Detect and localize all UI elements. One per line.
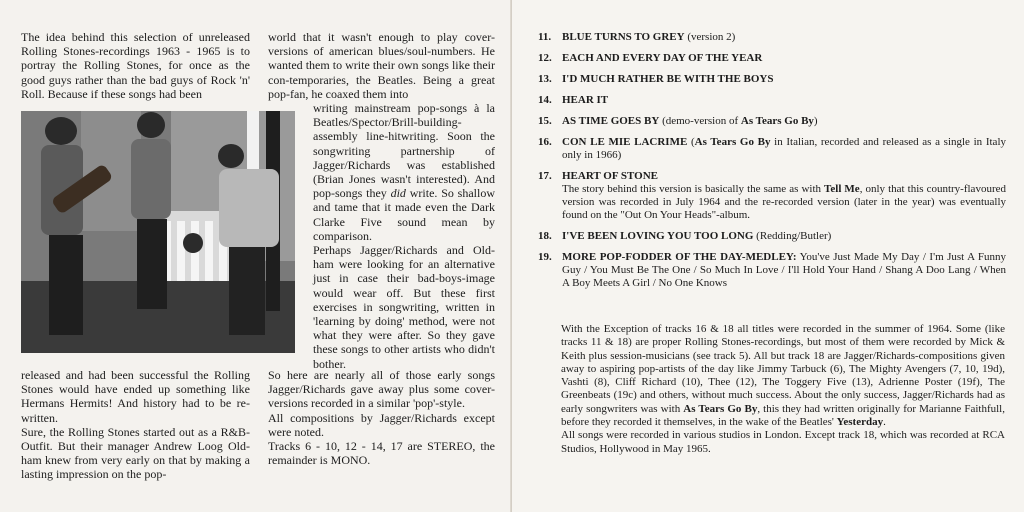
track-note: ( [687,136,695,148]
left-column-top [21,30,250,101]
track-item [538,136,1006,162]
track-title: CON LE MIE LACRIME [562,136,688,148]
track-item [538,115,1006,128]
track-note-end: ) [813,115,818,127]
track-list [538,31,1006,298]
track-item [538,170,1006,222]
stereo-paragraph: Tracks 6 - 10, 12 - 14, 17 are STEREO, the remainder is MONO. [268,439,495,468]
track-number: 14. [538,94,552,106]
notes-song-ref-2: Yesterday [836,416,884,429]
notes-text-end: . [883,416,886,429]
track-title: I'D MUCH RATHER BE WITH THE BOYS [562,73,774,85]
track-item [538,251,1006,290]
did-emphasis: did [390,186,406,201]
left-column-bottom [21,368,250,482]
songwriting-column [313,101,495,371]
track-title: I'VE BEEN LOVING YOU TOO LONG [562,230,754,242]
track-item [538,31,1006,44]
notes-song-ref: As Tears Go By [683,402,758,415]
track-song-ref: As Tears Go By [694,136,771,148]
songwriting-text-tail: write. So shallow and tame that it made even the Dark Clarke Five sound mean by comparison. [313,186,495,243]
track-title: HEAR IT [562,94,609,106]
giveaway-paragraph: So here are nearly all of those early songs Jagger/Richards gave away plus some cover-versions recorded in a similar 'pop'-style. [268,368,495,411]
intro-paragraph: The idea behind this selection of unreleased Rolling Stones-recordings 1963 - 1965 is to portray the Rolling Stones, for once as the good guys rather than the bad guys of Rock 'n' Roll. Because if these songs had been [21,30,250,101]
track-number: 16. [538,136,552,148]
band-photo [21,111,295,353]
track-story-tail: , only that this country-flavoured version was recorded in July 1964 and the re-recorded version (later in the year) was eventually found on the "Out On Your Heads"-album. [562,183,1006,221]
track-number: 13. [538,73,552,85]
notes-text-2: , this they had written originally for Marianne Faithfull, before they recorded it themselves, in the wake of the Beatles' [561,402,1005,429]
track-title: HEART OF STONE [562,170,658,182]
rnb-paragraph: Sure, the Rolling Stones started out as a R&B-Outfit. But their manager Andrew Loog Old-ham knew from very early on that by making a lasting impression on the pop- [21,424,250,482]
track-item [538,94,1006,107]
track-note-end: in Italian, recorded and released as a single in Italy only in 1966) [562,136,1007,161]
track-item [538,73,1006,86]
track-song-ref: As Tears Go By [740,115,814,127]
compositions-paragraph: All compositions by Jagger/Richards except were noted. [268,410,495,439]
track-title: MORE POP-FODDER OF THE DAY-MEDLEY: [562,251,797,263]
songwriting-paragraph [313,101,495,243]
track-number: 15. [538,115,552,127]
songwriting-text: writing mainstream pop-songs à la Beatles/Spector/Brill-building-assembly line-hitwriting. Soon the songwriting partnership of Jagger/Richards was established (Brian Jones wasn't interested). And pop-songs they [313,101,495,201]
track-number: 19. [538,251,552,263]
track-note: You've Just Made My Day / I'm Just A Funny Guy / You Must Be The One / So Much In Love / I'll Hold Your Hand / Shang A Doo Lang / When A Boy Meets A Girl / No One Knows [562,251,1006,289]
track-story-ref: Tell Me [824,183,860,195]
history-paragraph: released and had been successful the Rolling Stones would have ended up something like Hermans Hermits! And history had to be re-written. [21,368,250,425]
track-number: 12. [538,52,552,64]
track-item [538,52,1006,65]
track-note: (version 2) [684,31,736,43]
track-story: The story behind this version is basically the same as with [562,183,825,195]
track-title: BLUE TURNS TO GREY [562,31,685,43]
notes-paragraph-1 [561,323,1005,429]
track-note: (demo-version of [659,115,741,127]
right-column-bottom [268,368,495,467]
manager-paragraph: world that it wasn't enough to play cover-versions of american blues/soul-numbers. He wanted them to write their own songs like their con-temporaries, the Beatles. Being a great pop-fan, he coaxed them into [268,30,495,101]
track-number: 11. [538,31,552,43]
notes-paragraph-2: All songs were recorded in various studios in London. Except track 18, which was recorded at RCA Studios, Hollywood in May 1965. [561,429,1005,455]
track-title: AS TIME GOES BY [562,115,660,127]
recording-notes [561,323,1005,456]
track-note: (Redding/Butler) [753,230,832,242]
track-number: 17. [538,170,552,182]
track-number: 18. [538,230,552,242]
alternative-paragraph: Perhaps Jagger/Richards and Old-ham were looking for an alternative just in case their bad-boys-image would wear off. But these first exercises in songwriting, written in 'learning by doing' method, were not what they were after. So they gave these songs to other artists who didn't bother. [313,243,495,371]
track-title: EACH AND EVERY DAY OF THE YEAR [562,52,763,64]
notes-text: With the Exception of tracks 16 & 18 all titles were recorded in the summer of 1964. Some (like tracks 11 & 18) are proper Rolling Stones-recordings, but most of them were recorded by Mick & Keith plus session-musicians (see track 5). All but track 18 are Jagger/Richards-compositions given away to aspiring pop-artists of the day like Jimmy Tarbuck (6), The Mighty Avengers (7, 10, 19d), Vashti (8), Cliff Richard (10), Thee (12), The Toggery Five (13), Adrienne Poster (19f), The Greenbeats (19c) and others, without much success. About the only success, Jagger/Richards had as early songwriters was with [561,323,1005,415]
track-item [538,230,1006,243]
right-column-top [268,30,495,101]
